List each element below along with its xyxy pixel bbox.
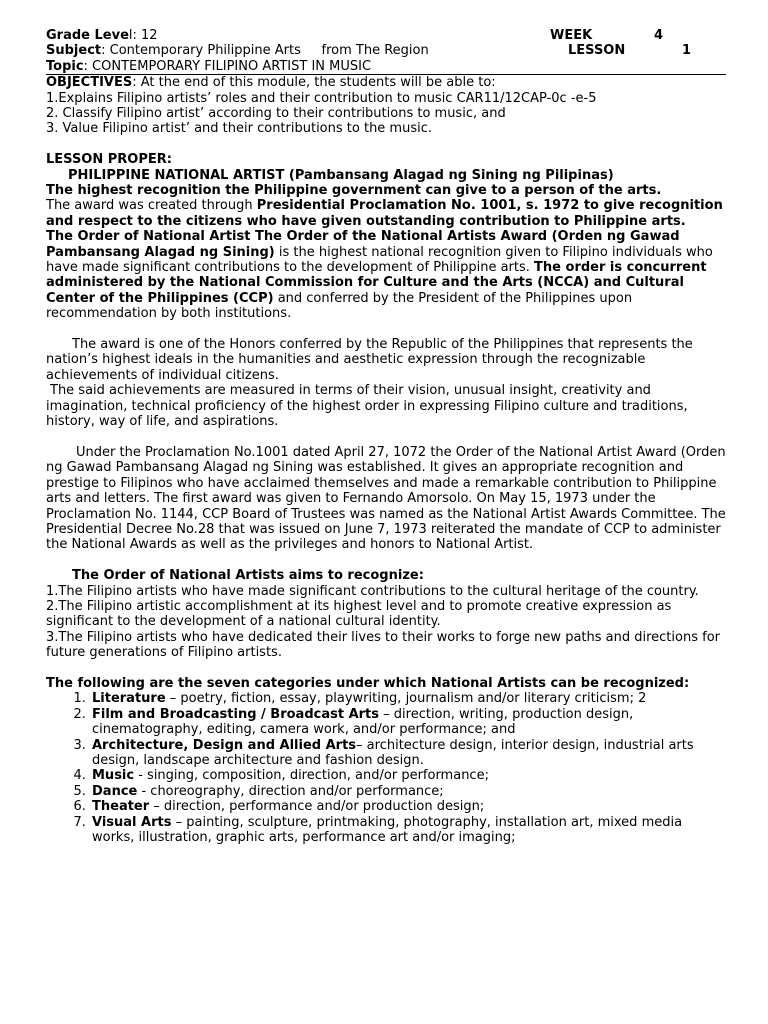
paragraph-honors: The award is one of the Honors conferred by the Republic of the Philippines that represents the nation’s highest ideals in the humanities and aesthetic expression through the recognizable achievements of individual citizens. — [46, 337, 693, 383]
lesson-label: LESSON — [568, 43, 626, 59]
objectives-intro: OBJECTIVES: At the end of this module, the students will be able to: — [46, 75, 496, 91]
lesson-value: 1 — [682, 43, 692, 59]
paragraph-history: Under the Proclamation No.1001 dated April 27, 1072 the Order of the National Artist Award (Orden ng Gawad Pambansang Alagad ng Sining was established. It gives an appropriate recognition and prestige to Filipinos who have acclaimed themselves and made a remarkable contribution to Philippine arts and letters. The first award was given to Fernando Amorsolo. On May 15, 1973 under the Proclamation No. 1144, CCP Board of Trustees was named as the National Artist Awards Committee. The Presidential Decree No.28 that was issued on June 7, 1973 reiterated the mandate of CCP to administer the National Awards as well as the privileges and honors to National Artist. — [46, 444, 726, 553]
category-item: 1. Literature – poetry, fiction, essay, playwriting, journalism and/or literary criticism; 2 — [90, 691, 726, 706]
category-item: 7. Visual Arts – painting, sculpture, printmaking, photography, installation art, mixed media works, illustration, graphic arts, performance art and/or imaging; — [90, 815, 726, 846]
aim-item: 2.The Filipino artistic accomplishment at its highest level and to promote creative expression as significant to the development of a national cultural identity. — [46, 598, 672, 630]
categories-list — [46, 691, 726, 845]
categories-heading: The following are the seven categories under which National Artists can be recognized: — [46, 675, 690, 691]
objectives-label: OBJECTIVES — [46, 75, 133, 91]
objective-item: 2. Classify Filipino artist’ according to their contributions to music, and — [46, 105, 506, 121]
objective-item: 3. Value Filipino artist’ and their contributions to the music. — [46, 121, 433, 137]
category-item: 6. Theater – direction, performance and/or production design; — [90, 799, 726, 814]
objective-item: 1.Explains Filipino artists’ roles and their contribution to music CAR11/12CAP-0c -e-5 — [46, 90, 597, 106]
paragraph-achievements: The said achievements are measured in terms of their vision, unusual insight, creativity and imagination, technical proficiency of the highest order in expressing Filipino culture and traditions, history, way of life, and aspirations. — [46, 383, 688, 430]
header-row-topic — [46, 59, 726, 75]
category-item: 5. Dance - choreography, direction and/or performance; — [90, 784, 726, 799]
subject-value: : Contemporary Philippine Arts from The Region — [101, 43, 429, 59]
week-label: WEEK — [550, 28, 593, 43]
topic-value: : CONTEMPORARY FILIPINO ARTIST IN MUSIC — [83, 58, 372, 74]
header-row-grade — [46, 28, 726, 43]
grade-label: Grade Leve — [46, 28, 129, 43]
week-value: 4 — [654, 28, 664, 43]
national-artist-heading: PHILIPPINE NATIONAL ARTIST (Pambansang Alagad ng Sining ng Pilipinas) — [68, 167, 614, 183]
aim-item: 3.The Filipino artists who have dedicated their lives to their works to forge new paths and directions for future generations of Filipino artists. — [46, 629, 720, 661]
aim-item: 1.The Filipino artists who have made significant contributions to the cultural heritage of the country. — [46, 583, 699, 599]
paragraph-order: The Order of National Artist The Order of the National Artists Award (Orden ng Gawad Pambansang Alagad ng Sining) is the highest national recognition given to Filipino individuals who have made significant contributions to the development of Philippine arts. The order is concurrent administered by the National Commission for Culture and the Arts (NCCA) and Cultural Center of the Philippines (CCP) and conferred by the President of the Philippines upon recommendation by both institutions. — [46, 229, 713, 322]
highest-recognition: The highest recognition the Philippine government can give to a person of the arts. — [46, 183, 662, 198]
topic-label: Topic — [46, 58, 84, 74]
document-page — [46, 28, 726, 845]
category-item: 4. Music - singing, composition, direction, and/or performance; — [90, 768, 726, 783]
lesson-proper-label: LESSON PROPER: — [46, 152, 172, 168]
header-row-subject — [46, 43, 726, 58]
category-item: 2. Film and Broadcasting / Broadcast Arts – direction, writing, production design, cinematography, editing, camera work, and/or performance; and — [90, 707, 726, 738]
grade-value: l: 12 — [128, 28, 158, 43]
paragraph-proclamation: The award was created through Presidential Proclamation No. 1001, s. 1972 to give recognition and respect to the citizens who have given outstanding contribution to Philippine arts. — [46, 198, 723, 229]
category-item: 3. Architecture, Design and Allied Arts– architecture design, interior design, industrial arts design, landscape architecture and fashion design. — [90, 738, 726, 769]
aims-heading: The Order of National Artists aims to recognize: — [72, 568, 424, 584]
subject-label: Subject — [46, 43, 102, 59]
